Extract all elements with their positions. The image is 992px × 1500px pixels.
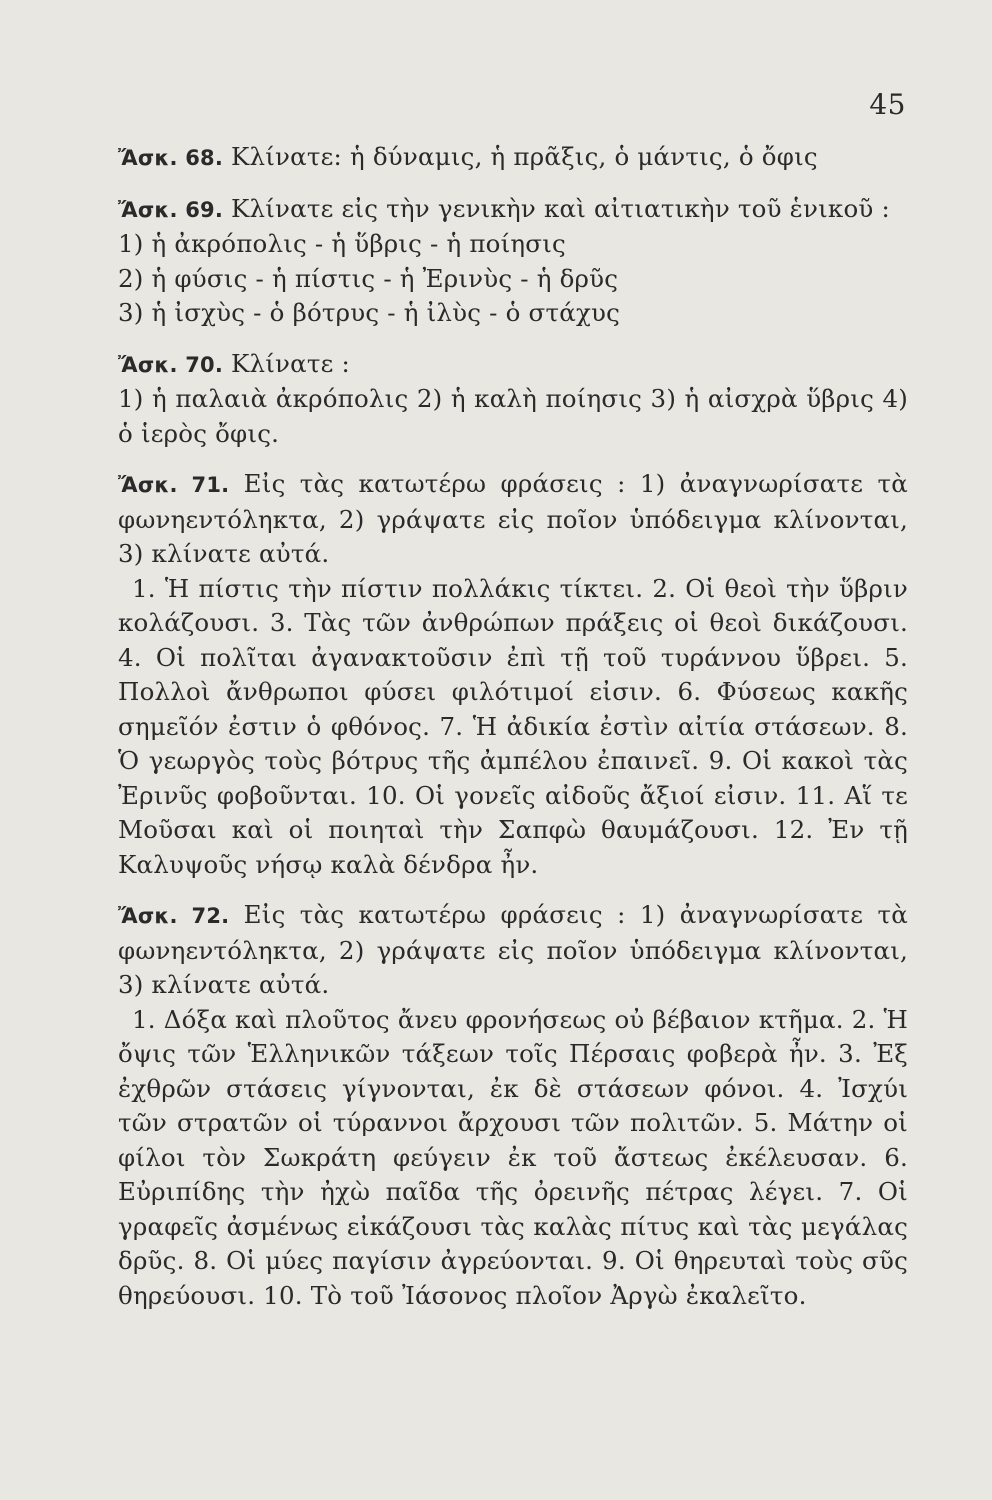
exercise-69-line bbox=[118, 192, 908, 228]
exercise-70-label: Ἄσκ. 70. bbox=[118, 352, 224, 377]
exercise-69-item-3: 3) ἡ ἰσχὺς - ὁ βότρυς - ἡ ἰλὺς - ὁ στάχυς bbox=[118, 298, 621, 327]
exercise-69-item-2: 2) ἡ φύσις - ἡ πίστις - ἡ Ἐρινὺς - ἡ δρῦς bbox=[118, 263, 619, 293]
exercise-70 bbox=[118, 347, 908, 452]
exercise-68-label: Ἄσκ. 68. bbox=[118, 146, 224, 170]
exercise-68-text: Κλίνατε: ἡ δύναμις, ἡ πρᾶξις, ὁ μάντις, ὁ ὄφις bbox=[231, 142, 818, 171]
page-number: 45 bbox=[869, 88, 906, 121]
exercise-72-label: Ἄσκ. 72. bbox=[118, 904, 230, 928]
page-content bbox=[118, 140, 908, 1329]
exercise-71 bbox=[118, 467, 908, 882]
exercise-70-body: 1) ἡ παλαιὰ ἀκρόπολις 2) ἡ καλὴ ποίησις 3) ἡ αἰσχρὰ ὕβρις 4) ὁ ἱερὸς ὄφις. bbox=[118, 384, 908, 448]
exercise-69 bbox=[118, 192, 908, 331]
exercise-72-text: Εἰς τὰς κατωτέρω φράσεις : 1) ἀναγνωρίσατε τὰ φωνηεντόληκτα, 2) γράψατε εἰς ποῖον ὑπόδειγμα κλίνονται, 3) κλίνατε αὐτά. bbox=[118, 900, 908, 999]
exercise-71-line bbox=[118, 467, 908, 572]
exercise-68 bbox=[118, 140, 908, 176]
exercise-70-text: Κλίνατε : bbox=[231, 348, 350, 378]
exercise-69-label: Ἄσκ. 69. bbox=[118, 197, 224, 222]
exercise-69-item-1: 1) ἡ ἀκρόπολις - ἡ ὕβρις - ἡ ποίησις bbox=[118, 229, 566, 258]
exercise-71-body: 1. Ἡ πίστις τὴν πίστιν πολλάκις τίκτει. 2. Οἱ θεοὶ τὴν ὕβριν κολάζουσι. 3. Τὰς τῶν ἀνθρώπων πράξεις οἱ θεοὶ δικάζουσι. 4. Οἱ πολῖται ἀγανακτοῦσιν ἐπὶ τῇ τοῦ τυράννου ὕβρει. 5. Πολλοὶ ἄνθρωποι φύσει φιλότιμοί εἰσιν. 6. Φύσεως κακῆς σημεῖόν ἐστιν ὁ φθόνος. 7. Ἡ ἀδικία ἐστὶν αἰτία στάσεων. 8. Ὁ γεωργὸς τοὺς βότρυς τῆς ἀμπέλου ἐπαινεῖ. 9. Οἱ κακοὶ τὰς Ἐρινῦς φοβοῦνται. 10. Οἱ γονεῖς αἰδοῦς ἄξιοί εἰσιν. 11. Αἵ τε Μοῦσαι καὶ οἱ ποιηταὶ τὴν Σαπφὼ θαυμάζουσι. 12. Ἐν τῇ Καλυψοῦς νήσῳ καλὰ δένδρα ἦν. bbox=[118, 573, 908, 879]
exercise-72-body: 1. Δόξα καὶ πλοῦτος ἄνευ φρονήσεως οὐ βέβαιον κτῆμα. 2. Ἡ ὄψις τῶν Ἑλληνικῶν τάξεων τοῖς Πέρσαις φοβερὰ ἦν. 3. Ἐξ ἐχθρῶν στάσεις γίγνονται, ἐκ δὲ στάσεων φόνοι. 4. Ἰσχύι τῶν στρατῶν οἱ τύραννοι ἄρχουσι τῶν πολιτῶν. 5. Μάτην οἱ φίλοι τὸν Σωκράτη φεύγειν ἐκ τοῦ ἄστεως ἐκέλευσαν. 6. Εὐριπίδης τὴν ἠχὼ παῖδα τῆς ὀρεινῆς πέτρας λέγει. 7. Οἱ γραφεῖς ἀσμένως εἰκάζουσι τὰς καλὰς πίτυς καὶ τὰς μεγάλας δρῦς. 8. Οἱ μύες παγίσιν ἀγρεύονται. 9. Οἱ θηρευταὶ τοὺς σῦς θηρεύουσι. 10. Τὸ τοῦ Ἰάσονος πλοῖον Ἀργὼ ἐκαλεῖτο. bbox=[118, 1004, 908, 1310]
exercise-69-text: Κλίνατε εἰς τὴν γενικὴν καὶ αἰτιατικὴν τοῦ ἑνικοῦ : bbox=[231, 193, 890, 223]
exercise-72-line bbox=[118, 898, 908, 1003]
exercise-71-text: Εἰς τὰς κατωτέρω φράσεις : 1) ἀναγνωρίσατε τὰ φωνηεντόληκτα, 2) γράψατε εἰς ποῖον ὑπόδειγμα κλίνονται, 3) κλίνατε αὐτά. bbox=[118, 469, 908, 568]
exercise-71-label: Ἄσκ. 71. bbox=[118, 473, 230, 497]
exercise-70-line bbox=[118, 347, 908, 383]
exercise-72 bbox=[118, 898, 908, 1313]
exercise-68-line bbox=[118, 140, 908, 176]
